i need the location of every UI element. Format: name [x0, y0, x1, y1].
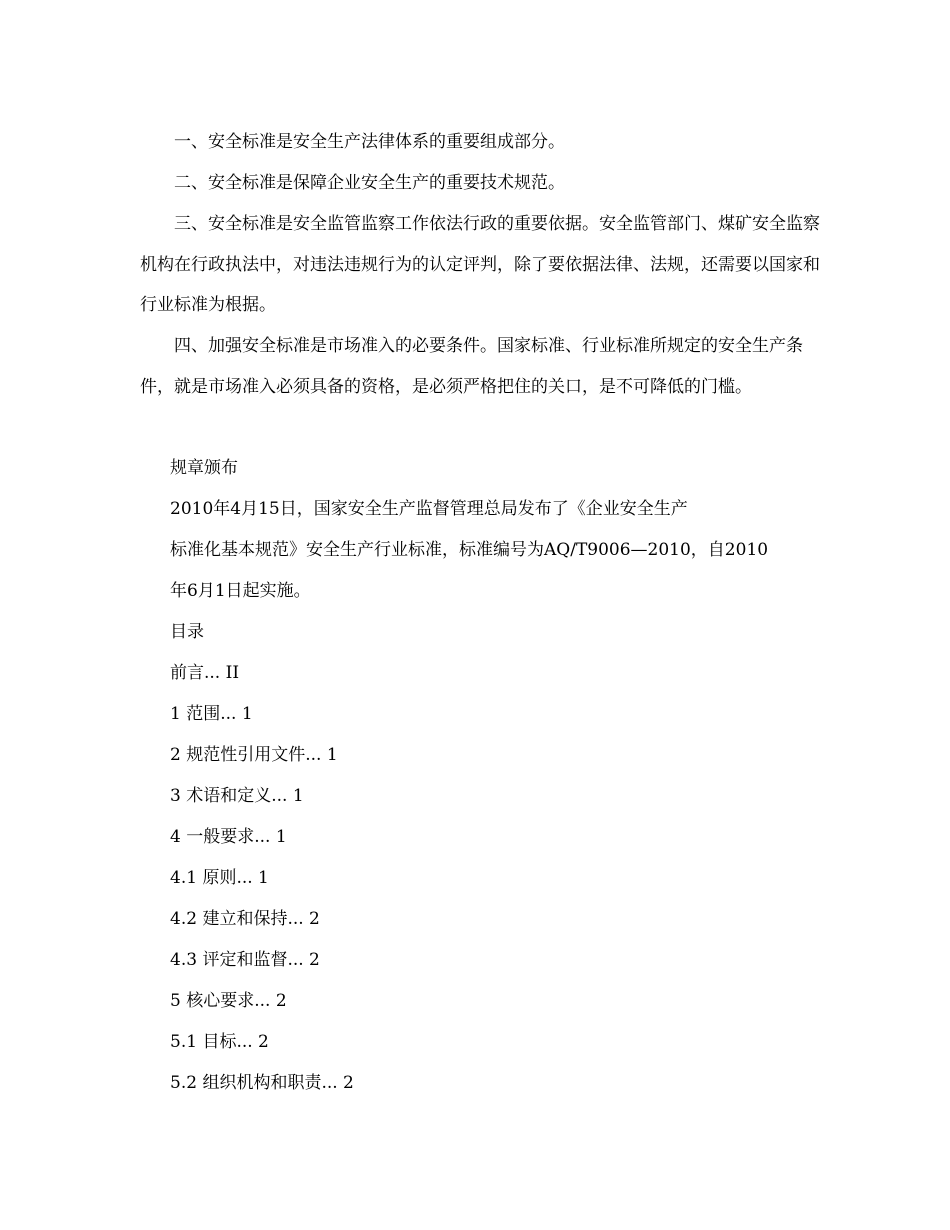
- announcement-line-1: 2010年4月15日，国家安全生产监督管理总局发布了《企业安全生产: [170, 499, 688, 519]
- toc-entry: 前言... II: [170, 663, 240, 683]
- toc-entry: 2 规范性引用文件... 1: [170, 745, 338, 765]
- section-heading: 规章颁布: [170, 458, 238, 478]
- toc-entry: 5.1 目标... 2: [170, 1032, 269, 1052]
- paragraph-1: 一、安全标准是安全生产法律体系的重要组成部分。: [174, 132, 565, 152]
- paragraph-3: 三、安全标准是安全监管监察工作依法行政的重要依据。安全监管部门、煤矿安全监察机构在行政执法中，对违法违规行为的认定评判，除了要依据法律、法规，还需要以国家和行业标准为根据。: [140, 214, 820, 315]
- toc-entry: 4.2 建立和保持... 2: [170, 909, 320, 929]
- announcement-line-3: 年6月1日起实施。: [170, 581, 311, 601]
- toc-entry: 4.1 原则... 1: [170, 868, 269, 888]
- paragraph-4: 四、加强安全标准是市场准入的必要条件。国家标准、行业标准所规定的安全生产条件，就是市场准入必须具备的资格，是必须严格把住的关口，是不可降低的门槛。: [140, 336, 803, 397]
- toc-entry: 5.2 组织机构和职责... 2: [170, 1073, 354, 1093]
- toc-entry: 4 一般要求... 1: [170, 827, 287, 847]
- toc-entry: 1 范围... 1: [170, 704, 253, 724]
- toc-entry: 4.3 评定和监督... 2: [170, 950, 320, 970]
- paragraph-2: 二、安全标准是保障企业安全生产的重要技术规范。: [174, 173, 565, 193]
- toc-heading: 目录: [170, 622, 204, 642]
- announcement-line-2: 标准化基本规范》安全生产行业标准，标准编号为AQ/T9006—2010，自2010: [170, 540, 769, 560]
- toc-entry: 3 术语和定义... 1: [170, 786, 304, 806]
- toc-entry: 5 核心要求... 2: [170, 991, 287, 1011]
